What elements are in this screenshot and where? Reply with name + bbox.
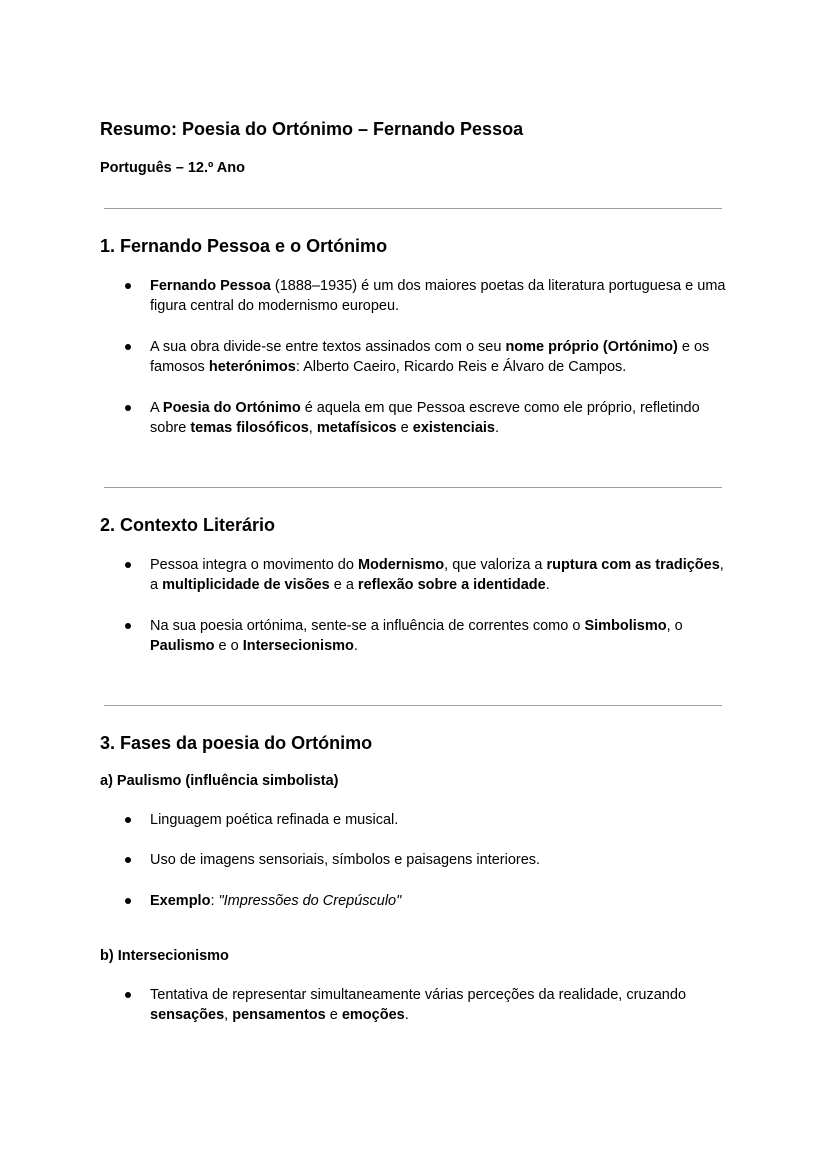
- section-heading: 1. Fernando Pessoa e o Ortónimo: [100, 236, 388, 256]
- bullet-icon: [125, 623, 131, 629]
- bullet-icon: [125, 898, 131, 904]
- section-heading: 2. Contexto Literário: [100, 515, 276, 535]
- list-item: Linguagem poética refinada e musical.: [150, 810, 730, 830]
- subsection-heading-paulismo: a) Paulismo (influência simbolista): [100, 773, 339, 789]
- bullet-icon: [125, 344, 131, 350]
- bullet-icon: [125, 817, 131, 823]
- document-title: Resumo: Poesia do Ortónimo – Fernando Pessoa: [100, 119, 524, 139]
- bullet-icon: [125, 405, 131, 411]
- list-item: Tentativa de representar simultaneamente várias perceções da realidade, cruzando sensações, pensamentos e emoções.: [150, 985, 730, 1025]
- list-item: Na sua poesia ortónima, sente-se a influência de correntes como o Simbolismo, o Paulismo e o Intersecionismo.: [150, 616, 730, 656]
- bullet-icon: [125, 283, 131, 289]
- divider: [104, 705, 722, 706]
- bullet-icon: [125, 857, 131, 863]
- document-subtitle: Português – 12.º Ano: [100, 160, 245, 176]
- list-item: Pessoa integra o movimento do Modernismo, que valoriza a ruptura com as tradições, a multiplicidade de visões e a reflexão sobre a identidade.: [150, 555, 730, 595]
- list-item: A Poesia do Ortónimo é aquela em que Pessoa escreve como ele próprio, refletindo sobre temas filosóficos, metafísicos e existenciais.: [150, 398, 730, 438]
- list-item: Exemplo: "Impressões do Crepúsculo": [150, 891, 730, 911]
- list-item: Uso de imagens sensoriais, símbolos e paisagens interiores.: [150, 850, 730, 870]
- divider: [104, 208, 722, 209]
- section-heading: 3. Fases da poesia do Ortónimo: [100, 733, 373, 753]
- list-item: Fernando Pessoa (1888–1935) é um dos maiores poetas da literatura portuguesa e uma figura central do modernismo europeu.: [150, 276, 730, 316]
- bullet-icon: [125, 562, 131, 568]
- divider: [104, 487, 722, 488]
- list-item: A sua obra divide-se entre textos assinados com o seu nome próprio (Ortónimo) e os famosos heterónimos: Alberto Caeiro, Ricardo Reis e Álvaro de Campos.: [150, 337, 730, 377]
- subsection-heading-intersecionismo: b) Intersecionismo: [100, 948, 229, 964]
- bullet-icon: [125, 992, 131, 998]
